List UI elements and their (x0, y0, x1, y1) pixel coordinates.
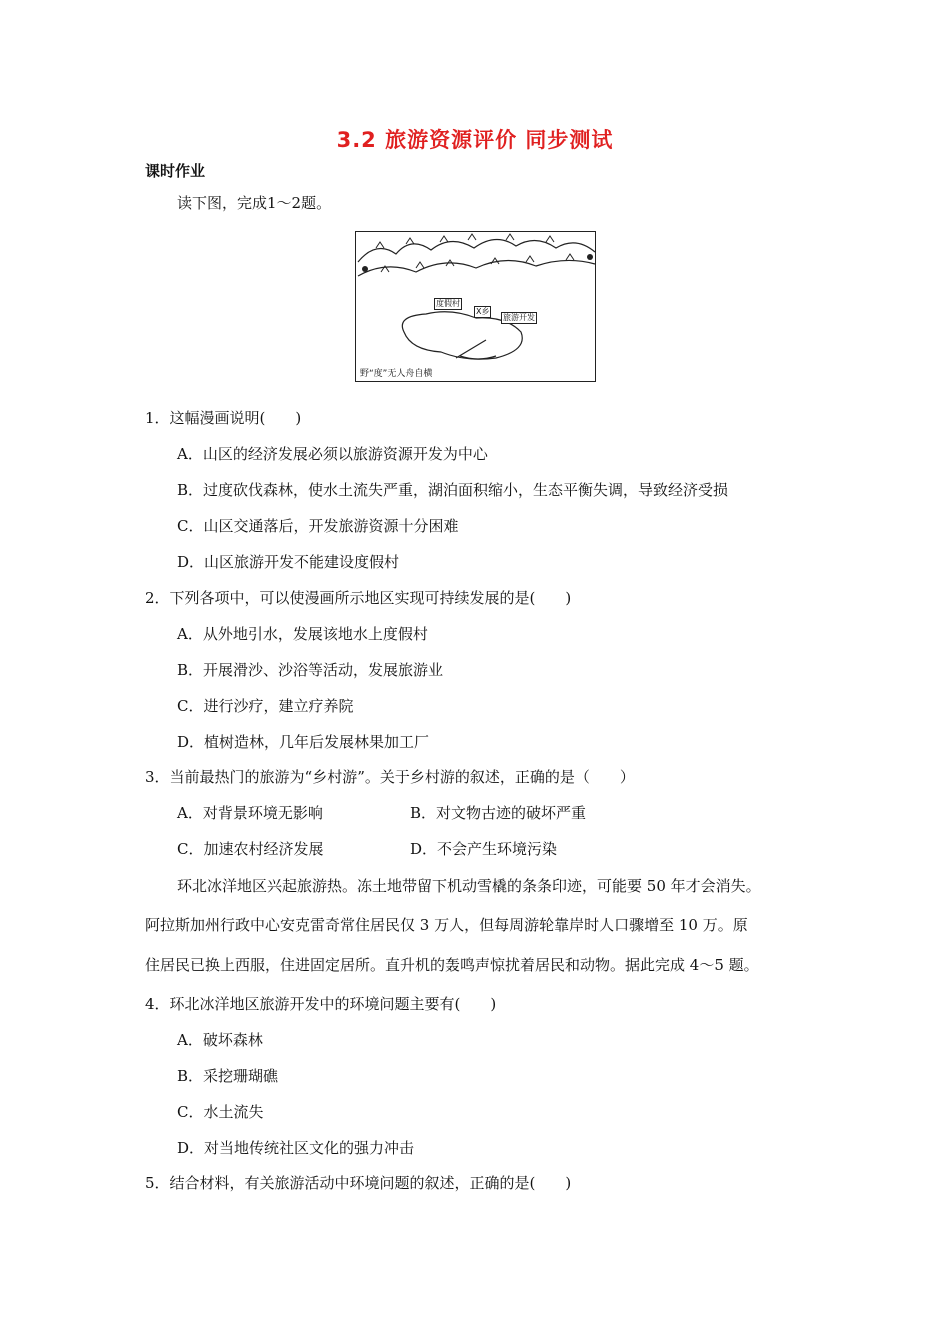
q3-option-b: B．对文物古迹的破坏严重 (410, 804, 587, 822)
passage-line-3: 住居民已换上西服，住进固定居所。直升机的轰鸣声惊扰着居民和动物。据此完成 4～5 题。 (145, 956, 759, 974)
question-5: 5．结合材料，有关旅游活动中环境问题的叙述，正确的是( ) (145, 1174, 572, 1192)
sign-tourism: 旅游开发 (503, 313, 535, 322)
sign-town: X乡 (476, 307, 490, 316)
question-2: 2．下列各项中，可以使漫画所示地区实现可持续发展的是( ) (145, 589, 572, 607)
question-3: 3．当前最热门的旅游为“乡村游”。关于乡村游的叙述，正确的是（ ） (145, 768, 635, 786)
section-heading: 课时作业 (145, 162, 206, 180)
question-1: 1．这幅漫画说明( ) (145, 409, 302, 427)
q2-option-a: A．从外地引水，发展该地水上度假村 (177, 625, 428, 643)
passage-line-2: 阿拉斯加州行政中心安克雷奇常住居民仅 3 万人，但每周游轮靠岸时人口骤增至 10 万。原 (145, 916, 748, 934)
question-4: 4．环北冰洋地区旅游开发中的环境问题主要有( ) (145, 995, 497, 1013)
q3-option-d: D．不会产生环境污染 (410, 840, 558, 858)
q4-option-d: D．对当地传统社区文化的强力冲击 (177, 1139, 415, 1157)
figure-caption: 野“度”无人舟自横 (360, 369, 433, 379)
passage-line-1: 环北冰洋地区兴起旅游热。冻土地带留下机动雪橇的条条印迹，可能要 50 年才会消失。 (177, 877, 761, 895)
q4-option-b: B．采挖珊瑚礁 (177, 1067, 279, 1085)
q2-option-c: C．进行沙疗，建立疗养院 (177, 697, 354, 715)
q4-option-c: C．水土流失 (177, 1103, 264, 1121)
q3-option-a: A．对背景环境无影响 (177, 804, 323, 822)
q2-option-b: B．开展滑沙、沙浴等活动，发展旅游业 (177, 661, 444, 679)
q4-option-a: A．破坏森林 (177, 1031, 263, 1049)
intro-text: 读下图，完成1～2题。 (177, 194, 332, 212)
cartoon-figure (355, 231, 596, 382)
q3-option-c: C．加速农村经济发展 (177, 840, 324, 858)
page-title: 3.2 旅游资源评价 同步测试 (336, 128, 614, 152)
q1-option-a: A．山区的经济发展必须以旅游资源开发为中心 (177, 445, 488, 463)
q2-option-d: D．植树造林，几年后发展林果加工厂 (177, 733, 430, 751)
q1-option-c: C．山区交通落后，开发旅游资源十分困难 (177, 517, 459, 535)
q1-option-b: B．过度砍伐森林，使水土流失严重，湖泊面积缩小，生态平衡失调，导致经济受损 (177, 481, 729, 499)
q1-option-d: D．山区旅游开发不能建设度假村 (177, 553, 400, 571)
sign-resort: 度假村 (436, 299, 460, 308)
